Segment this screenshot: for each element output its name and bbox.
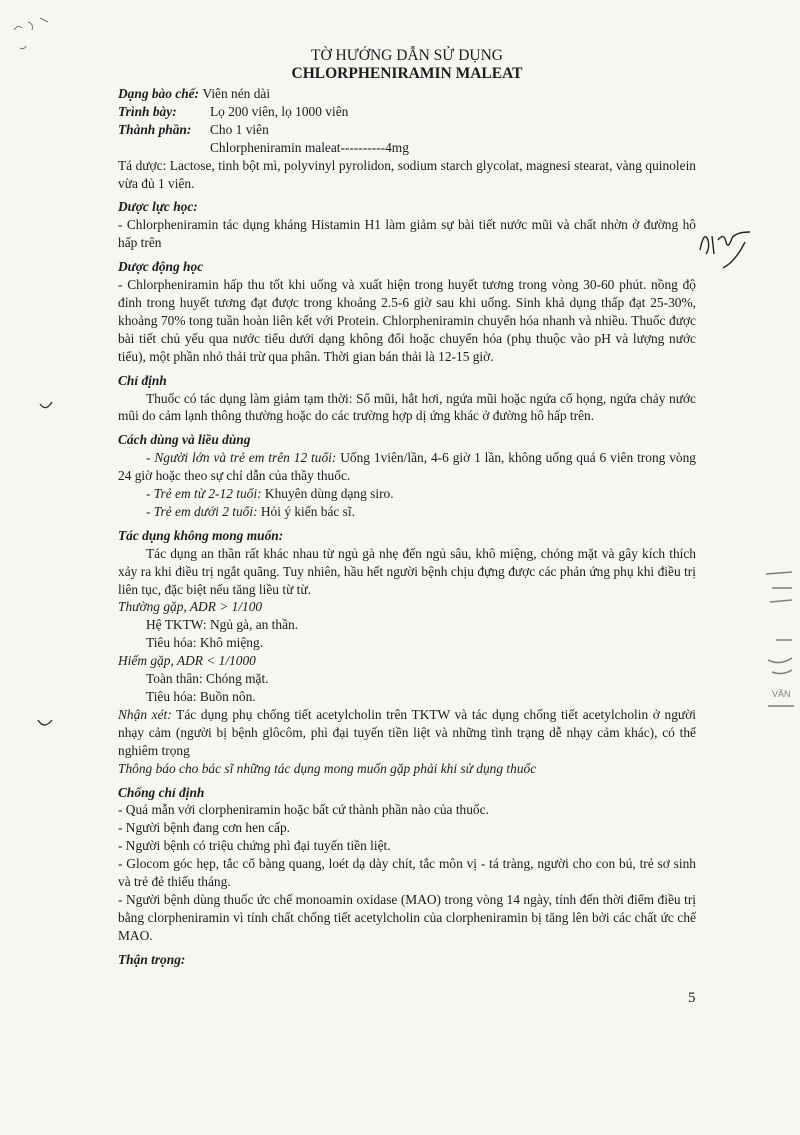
drug-name: CHLORPHENIRAMIN MALEAT	[291, 65, 523, 82]
dosage-child	[118, 485, 696, 503]
composition-row	[118, 121, 696, 139]
punch-mark-2	[38, 720, 52, 725]
side-effects-heading: Tác dụng không mong muốn:	[118, 527, 284, 543]
document-title: TỜ HƯỚNG DẪN SỬ DỤNG	[311, 47, 503, 64]
side-effects-rare-item: Toàn thân: Chóng mặt.	[146, 671, 269, 687]
dosage-child-text: Khuyên dùng dạng siro.	[261, 486, 394, 502]
dosage-child-label: - Trẻ em từ 2-12 tuổi:	[146, 486, 262, 502]
contraindication-item: - Người bệnh dùng thuốc ức chế monoamin oxidase (MAO) trong vòng 14 ngày, tính đến thời điểm điều trị bằng clorpheniramin vì tính chất chống tiết acetylcholin của clorpheniramin bị tăng lên bởi các chất ức chế MAO.	[118, 891, 696, 943]
dosage-infant-label: - Trẻ em dưới 2 tuổi:	[146, 503, 258, 519]
dosage-infant	[118, 503, 696, 521]
signature	[700, 232, 750, 268]
indications-heading: Chỉ định	[118, 372, 167, 388]
side-effects-advice: Thông báo cho bác sĩ những tác dụng mong muốn gặp phải khi sử dụng thuốc	[118, 760, 537, 776]
side-effects-common-item: Hệ TKTW: Ngủ gà, an thần.	[146, 617, 299, 633]
dosage-form-label: Dạng bào chế:	[118, 86, 200, 101]
dosage-heading: Cách dùng và liều dùng	[118, 432, 251, 448]
composition-ingredient: Chlorpheniramin maleat----------4mg	[210, 139, 409, 155]
presentation-label: Trình bày:	[118, 103, 177, 119]
contraindication-item: - Người bệnh đang cơn hen cấp.	[118, 820, 291, 836]
side-effects-common-item: Tiêu hóa: Khô miệng.	[146, 635, 264, 651]
pharmacodynamics-heading: Dược lực học:	[118, 199, 198, 215]
contraindications-heading: Chống chỉ định	[118, 784, 205, 800]
side-effects-rare-item: Tiêu hóa: Buồn nôn.	[146, 689, 256, 704]
dosage-form-value: Viên nén dài	[202, 86, 271, 101]
presentation-value: Lọ 200 viên, lọ 1000 viên	[210, 103, 349, 119]
side-effects-common-label: Thường gặp, ADR > 1/100	[118, 599, 263, 615]
side-effects-note-text: Tác dụng phụ chống tiết acetylcholin trên TKTW và tác dụng chống tiết acetylcholin ở người nhạy cảm (người bị bệnh glôcôm, phì đại tuyến tiền liệt và những tình trạng dễ nhạy cảm khác), có thể nghiêm trọng	[118, 706, 696, 758]
contraindication-item: - Quá mẫn với clorpheniramin hoặc bất cứ thành phần nào của thuốc.	[118, 802, 489, 818]
dosage-adult	[118, 449, 696, 485]
margin-stamp	[766, 572, 794, 706]
punch-mark-1	[40, 402, 52, 408]
pharmacokinetics-heading: Dược động học	[118, 259, 204, 275]
dosage-adult-label: - Người lớn và trẻ em trên 12 tuổi:	[146, 450, 337, 466]
dosage-adult-text: Uống 1viên/lần, 4-6 giờ 1 lần, không uống quá 6 viên trong vòng 24 giờ hoặc theo sự chỉ dẫn của thầy thuốc.	[118, 450, 697, 484]
pharmacokinetics-text: - Chlorpheniramin hấp thu tốt khi uống và xuất hiện trong huyết tương trong vòng 30-60 phút. nồng độ đỉnh trong huyết tương đạt được trong khoảng 2.5-6 giờ sau khi uống. Sinh khả dụng thấp đạt 25-30%, khoảng 70% tong tuần hoàn liên kết với Protein. Chlorpheniramin chuyển hóa nhanh và nhiều. Thuốc được bài tiết chủ yếu qua nước tiểu dưới dạng không đổi hoặc chuyển hóa (phụ thuộc vào pH và lượng nước tiểu), một phần nhỏ thải trừ qua phân. Thời gian bán thải là 12-15 giờ.	[118, 277, 696, 364]
side-effects-text: Tác dụng an thần rất khác nhau từ ngủ gà nhẹ đến ngủ sâu, khô miệng, chóng mặt và gây kích thích xảy ra khi điều trị ngắt quãng. Tuy nhiên, hầu hết người bệnh chịu đựng được các phản ứng phụ khi điều trị liên tục, đặc biệt nếu tăng liều từ từ.	[118, 545, 696, 597]
dosage-infant-text: Hỏi ý kiến bác sĩ.	[257, 503, 355, 519]
contraindication-item: - Glocom góc hẹp, tắc cổ bàng quang, loét dạ dày chít, tắc môn vị - tá tràng, người cho con bú, trẻ sơ sinh và trẻ đẻ thiếu tháng.	[118, 856, 696, 890]
margin-stamp-text: VĂN	[772, 689, 791, 699]
dosage-form-row	[118, 85, 696, 103]
presentation-row	[118, 103, 696, 121]
pharmacodynamics-text: - Chlorpheniramin tác dụng kháng Histamin H1 làm giảm sự bài tiết nước mũi và chất nhờn ở đường hô hấp trên	[118, 217, 696, 251]
side-effects-note-label: Nhận xét:	[118, 706, 172, 722]
page-number: 5	[688, 990, 696, 1006]
composition-value: Cho 1 viên	[210, 121, 269, 137]
precautions-heading: Thận trọng:	[118, 951, 186, 967]
contraindication-item: - Người bệnh có triệu chứng phì đại tuyến tiền liệt.	[118, 838, 391, 854]
excipients: Tá dược: Lactose, tinh bột mì, polyvinyl pyrolidon, sodium starch glycolat, magnesi stearat, vàng quinolein vừa đủ 1 viên.	[118, 157, 696, 191]
composition-label: Thành phần:	[118, 121, 192, 137]
side-effects-note	[118, 706, 696, 760]
indications-text: Thuốc có tác dụng làm giảm tạm thời: Sổ mũi, hắt hơi, ngứa mũi hoặc ngứa cổ họng, ngứa chảy nước mũi do cảm lạnh thông thường hoặc do các trường hợp dị ứng khác ở đường hô hấp trên.	[118, 390, 696, 424]
side-effects-rare-label: Hiếm gặp, ADR < 1/1000	[118, 653, 256, 669]
document-body	[118, 46, 696, 969]
corner-scribble	[14, 18, 48, 49]
